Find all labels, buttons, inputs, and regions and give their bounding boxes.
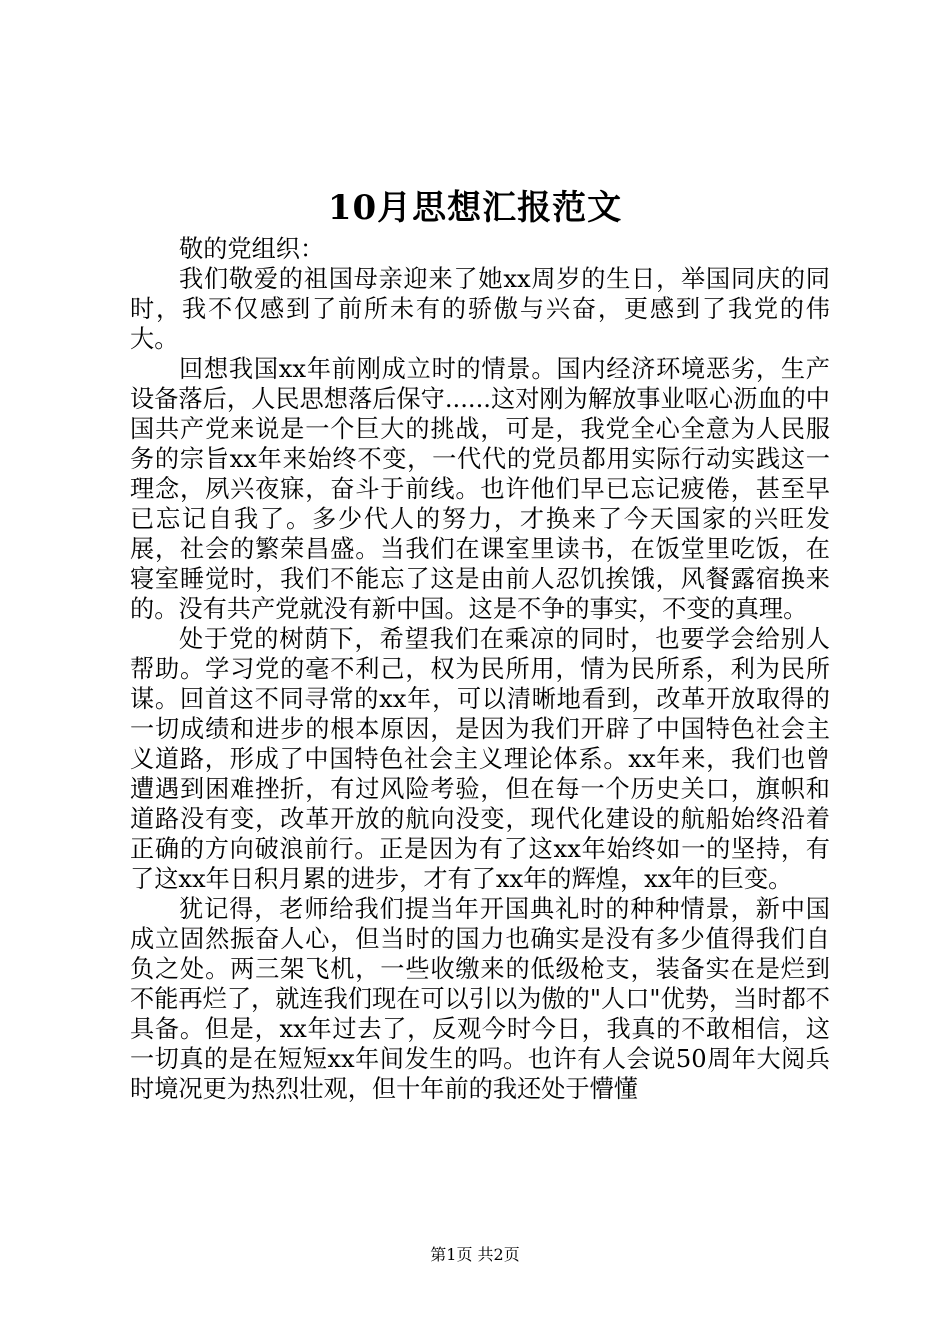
paragraph-1: 我们敬爱的祖国母亲迎来了她xx周岁的生日，举国同庆的同时，我不仅感到了前所未有的骄傲与兴奋，更感到了我党的伟大。 <box>130 265 830 353</box>
paragraph-2: 回想我国xx年前刚成立时的情景。国内经济环境恶劣，生产设备落后，人民思想落后保守......这对刚为解放事业呕心沥血的中国共产党来说是一个巨大的挑战，可是，我党全心全意为人民服务的宗旨xx年来始终不变，一代代的党员都用实际行动实践这一理念，夙兴夜寐，奋斗于前线。也许他们早已忘记疲倦，甚至早已忘记自我了。多少代人的努力，才换来了今天国家的兴旺发展，社会的繁荣昌盛。当我们在课室里读书，在饭堂里吃饭，在寝室睡觉时，我们不能忘了这是由前人忍饥挨饿，风餐露宿换来的。没有共产党就没有新中国。这是不争的事实，不变的真理。 <box>130 355 830 623</box>
document-body <box>130 234 830 1104</box>
paragraph-4: 犹记得，老师给我们提当年开国典礼时的种种情景，新中国成立固然振奋人心，但当时的国力也确实是没有多少值得我们自负之处。两三架飞机，一些收缴来的低级枪支，装备实在是烂到不能再烂了，就连我们现在可以引以为傲的"人口"优势，当时都不具备。但是，xx年过去了，反观今时今日，我真的不敢相信，这一切真的是在短短xx年间发生的吗。也许有人会说50周年大阅兵时境况更为热烈壮观，但十年前的我还处于懵懂 <box>130 895 830 1103</box>
paragraph-3: 处于党的树荫下，希望我们在乘凉的同时，也要学会给别人帮助。学习党的毫不利己，权为民所用，情为民所系，利为民所谋。回首这不同寻常的xx年，可以清晰地看到，改革开放取得的一切成绩和进步的根本原因，是因为我们开辟了中国特色社会主义道路，形成了中国特色社会主义理论体系。xx年来，我们也曾遭遇到困难挫折，有过风险考验，但在每一个历史关口，旗帜和道路没有变，改革开放的航向没变，现代化建设的航船始终沿着正确的方向破浪前行。正是因为有了这xx年始终如一的坚持，有了这xx年日积月累的进步，才有了xx年的辉煌，xx年的巨变。 <box>130 625 830 893</box>
salutation: 敬的党组织： <box>179 235 325 263</box>
page-number: 第1页 共2页 <box>430 1245 520 1264</box>
page-title: 10月思想汇报范文 <box>327 188 623 228</box>
